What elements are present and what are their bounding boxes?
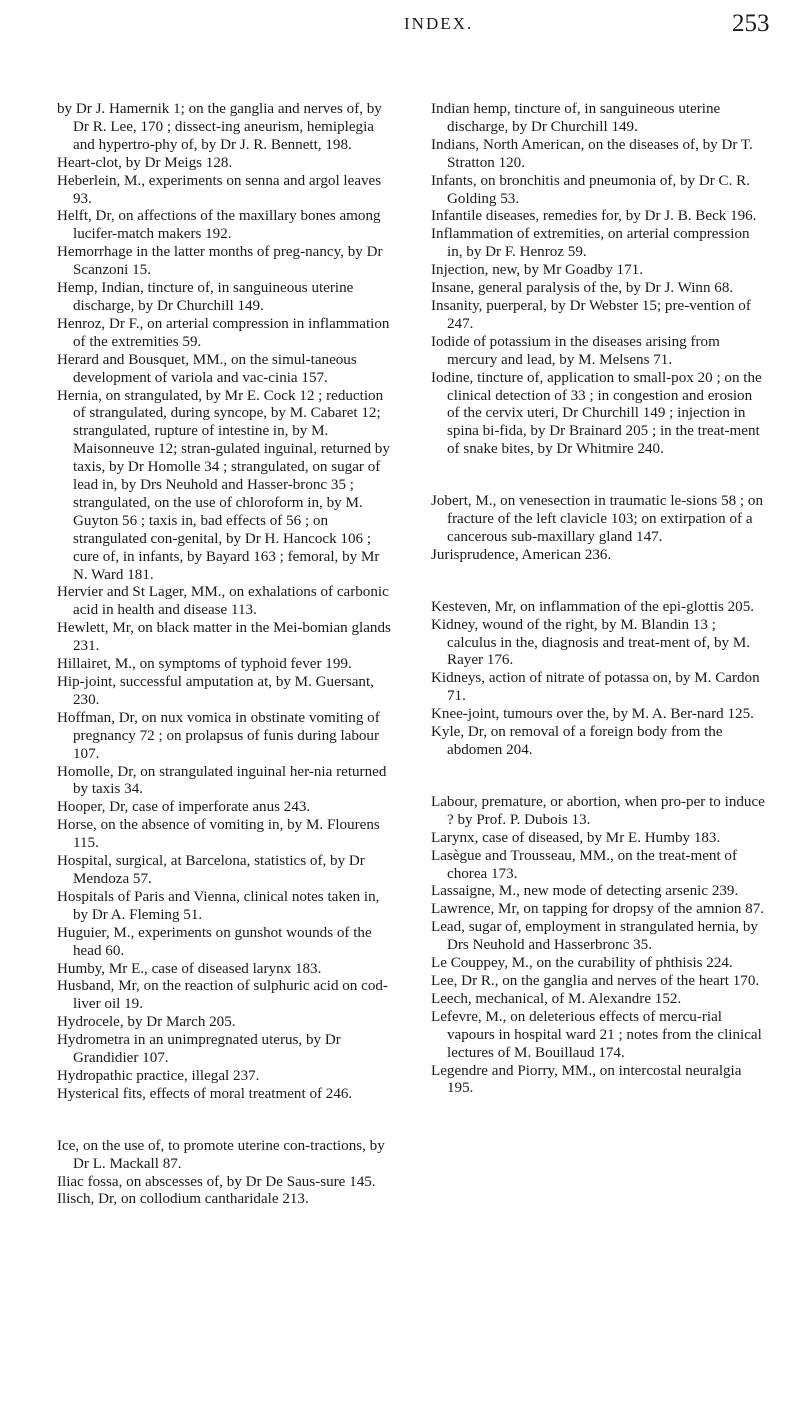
index-entry: Lasègue and Trousseau, MM., on the treat-ment of chorea 173.: [431, 847, 738, 882]
index-entry: Huguier, M., experiments on gunshot wounds of the head 60.: [57, 924, 372, 959]
index-entry: Hysterical fits, effects of moral treatment of 246.: [57, 1085, 353, 1102]
index-entry: Herard and Bousquet, MM., on the simul-taneous development of variola and vac-cinia 157.: [57, 351, 357, 386]
section-gap: [57, 1104, 391, 1138]
index-entry: Leech, mechanical, of M. Alexandre 152.: [431, 990, 682, 1007]
index-entry: Hip-joint, successful amputation at, by M. Guersant, 230.: [57, 674, 374, 708]
index-column-left: [57, 101, 391, 1209]
index-entry: Insanity, puerperal, by Dr Webster 15; pre-vention of 247.: [431, 297, 751, 332]
index-entry: Iodide of potassium in the diseases arising from mercury and lead, by M. Melsens 71.: [431, 333, 720, 368]
index-entry: Lead, sugar of, employment in strangulated hernia, by Drs Neuhold and Hasserbronc 35.: [431, 919, 758, 954]
index-entry: Iliac fossa, on abscesses of, by Dr De Saus-sure 145.: [57, 1173, 376, 1190]
index-entry: Labour, premature, or abortion, when pro-per to induce ? by Prof. P. Dubois 13.: [431, 793, 765, 828]
index-entry: Ilisch, Dr, on collodium cantharidale 213.: [57, 1191, 309, 1208]
index-entry: Larynx, case of diseased, by Mr E. Humby 183.: [431, 829, 721, 846]
index-entry: Hooper, Dr, case of imperforate anus 243.: [57, 799, 311, 816]
index-entry: Legendre and Piorry, MM., on intercostal neuralgia 195.: [431, 1062, 742, 1097]
index-entry: Knee-joint, tumours over the, by M. A. Ber-nard 125.: [431, 706, 754, 723]
index-entry: Kidney, wound of the right, by M. Blandin 13 ; calculus in the, diagnosis and treat-ment of, by M. Rayer 176.: [431, 616, 751, 669]
index-entry: Lassaigne, M., new mode of detecting arsenic 239.: [431, 883, 739, 900]
index-entry: Kidneys, action of nitrate of potassa on, by M. Cardon 71.: [431, 670, 760, 705]
index-entry: Kesteven, Mr, on inflammation of the epi-glottis 205.: [431, 598, 755, 615]
section-gap: [431, 760, 765, 794]
index-entry: Hemorrhage in the latter months of preg-nancy, by Dr Scanzoni 15.: [57, 244, 383, 279]
index-entry: Injection, new, by Mr Goadby 171.: [431, 262, 643, 279]
index-entry: Ice, on the use of, to promote uterine con-tractions, by Dr L. Mackall 87.: [57, 1137, 385, 1172]
index-entry: Hervier and St Lager, MM., on exhalations of carbonic acid in health and disease 113.: [57, 584, 389, 619]
index-entry: Hemp, Indian, tincture of, in sanguineous uterine discharge, by Dr Churchill 149.: [57, 280, 354, 314]
index-entry: Lawrence, Mr, on tapping for dropsy of the amnion 87.: [431, 901, 765, 918]
index-entry: Inflammation of extremities, on arterial compression in, by Dr F. Henroz 59.: [431, 226, 750, 261]
index-entry: Horse, on the absence of vomiting in, by M. Flourens 115.: [57, 817, 380, 852]
index-entry: Hydrometra in an unimpregnated uterus, by Dr Grandidier 107.: [57, 1032, 341, 1067]
page-header: [0, 12, 800, 42]
index-entry: Le Couppey, M., on the curability of phthisis 224.: [431, 955, 733, 972]
index-entry: Hewlett, Mr, on black matter in the Mei-bomian glands 231.: [57, 620, 391, 655]
index-entry: Hospital, surgical, at Barcelona, statistics of, by Dr Mendoza 57.: [57, 853, 365, 887]
index-entry: Hoffman, Dr, on nux vomica in obstinate vomiting of pregnancy 72 ; on prolapsus of funis during labour 107.: [57, 709, 380, 762]
index-entry: Helft, Dr, on affections of the maxillary bones among lucifer-match makers 192.: [57, 208, 381, 243]
index-entry: Husband, Mr, on the reaction of sulphuric acid on cod-liver oil 19.: [57, 978, 388, 1013]
index-entry: Kyle, Dr, on removal of a foreign body from the abdomen 204.: [431, 724, 723, 758]
index-entry: Jurisprudence, American 236.: [431, 546, 612, 563]
index-entry: Hydropathic practice, illegal 237.: [57, 1067, 260, 1084]
index-entry: Indians, North American, on the diseases of, by Dr T. Stratton 120.: [431, 136, 753, 171]
index-entry: Lee, Dr R., on the ganglia and nerves of the heart 170.: [431, 972, 760, 989]
index-entry: Henroz, Dr F., on arterial compression in inflammation of the extremities 59.: [57, 315, 390, 350]
index-entry: Infants, on bronchitis and pneumonia of, by Dr C. R. Golding 53.: [431, 172, 751, 207]
index-entry: Humby, Mr E., case of diseased larynx 183.: [57, 960, 322, 977]
index-entry: Iodine, tincture of, application to small-pox 20 ; on the clinical detection of 33 ; in congestion and erosion of the cervix uteri, Dr Churchill 149 ; injection in spina bi-fida, by Dr Brainard 205 ; in the treat-ment of snake bites, by Dr Whitmire 240.: [431, 369, 762, 458]
index-entry: Hernia, on strangulated, by Mr E. Cock 12 ; reduction of strangulated, during syncope, by M. Cabaret 12; strangulated, rupture of intestine in, by M. Maisonneuve 12; stran-gulated inguinal, returned by taxis, by Dr Homolle 34 ; strangulated, on sugar of lead in, by Drs Neuhold and Hasser-bronc 35 ; strangulated, on the use of chloroform in, by M. Guyton 56 ; taxis in, bad effects of 56 ; on strangulated con-genital, by Dr H. Hancock 106 ; cure of, in infants, by Bayard 163 ; femoral, by Mr N. Ward 181.: [57, 387, 390, 583]
index-column-right: [431, 101, 765, 1098]
section-gap: [431, 565, 765, 599]
index-entry: Insane, general paralysis of the, by Dr J. Winn 68.: [431, 280, 734, 297]
index-entry: Heart-clot, by Dr Meigs 128.: [57, 154, 233, 171]
index-entry: by Dr J. Hamernik 1; on the ganglia and nerves of, by Dr R. Lee, 170 ; dissect-ing aneurism, hemiplegia and hypertro-phy of, by Dr J. R. Bennett, 198.: [57, 101, 382, 153]
index-entry: Infantile diseases, remedies for, by Dr J. B. Beck 196.: [431, 208, 757, 225]
section-gap: [431, 459, 765, 493]
index-entry: Lefevre, M., on deleterious effects of mercu-rial vapours in hospital ward 21 ; notes from the clinical lectures of M. Bouillaud 174.: [431, 1008, 762, 1061]
index-entry: Heberlein, M., experiments on senna and argol leaves 93.: [57, 172, 382, 207]
index-entry: Hydrocele, by Dr March 205.: [57, 1014, 236, 1031]
index-entry: Hillairet, M., on symptoms of typhoid fever 199.: [57, 656, 352, 673]
index-entry: Hospitals of Paris and Vienna, clinical notes taken in, by Dr A. Fleming 51.: [57, 888, 380, 923]
page-number: 253: [732, 10, 770, 37]
index-entry: Homolle, Dr, on strangulated inguinal her-nia returned by taxis 34.: [57, 763, 387, 798]
index-entry: Indian hemp, tincture of, in sanguineous uterine discharge, by Dr Churchill 149.: [431, 101, 721, 135]
running-title: INDEX.: [404, 14, 474, 33]
index-entry: Jobert, M., on venesection in traumatic le-sions 58 ; on fracture of the left clavicle 103; on extirpation of a cancerous sub-maxillary gland 147.: [431, 493, 763, 545]
